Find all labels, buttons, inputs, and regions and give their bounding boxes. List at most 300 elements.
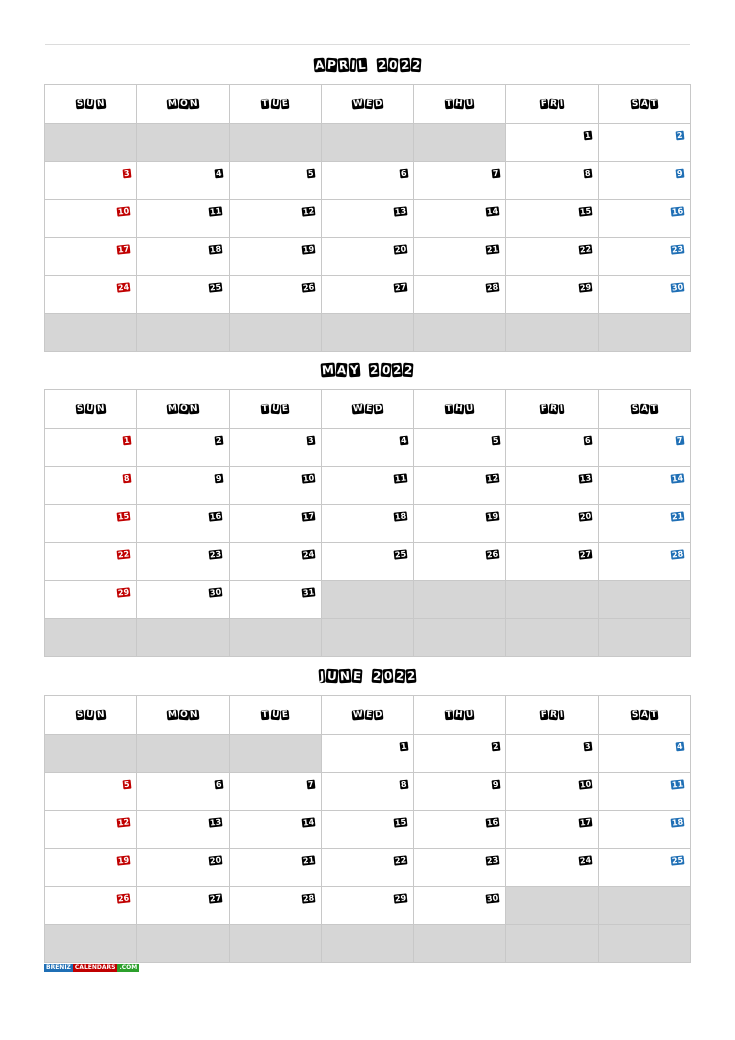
title-letter: 2 (369, 362, 380, 378)
title-letter: M (321, 362, 335, 378)
empty-day-cell (45, 619, 137, 657)
day-cell (137, 581, 229, 619)
weekday-header-sun (45, 85, 137, 124)
weekday-header-fri (506, 696, 598, 735)
day-cell (229, 887, 321, 925)
day-cell (229, 773, 321, 811)
weekday-letter: N (190, 709, 199, 721)
day-number: 11 (671, 779, 684, 790)
day-number: 29 (117, 587, 130, 598)
weekday-header-row (45, 85, 691, 124)
day-number: 17 (117, 244, 130, 255)
weekday-letter: I (559, 709, 564, 721)
day-number: 6 (400, 168, 407, 179)
empty-day-cell (137, 735, 229, 773)
weekday-letter: W (352, 403, 364, 415)
day-number: 13 (579, 473, 592, 484)
day-number: 12 (486, 473, 499, 484)
day-number: 15 (394, 817, 407, 828)
day-number: 27 (579, 549, 592, 560)
weekday-label (137, 404, 228, 414)
week-row (45, 505, 691, 543)
weekday-label (414, 99, 505, 109)
weekday-letter: T (445, 403, 453, 415)
weekday-letter: F (540, 98, 548, 110)
footer-logo-part: .COM (119, 964, 138, 971)
day-number: 26 (117, 893, 130, 904)
day-cell (598, 467, 690, 505)
day-number: 21 (671, 511, 684, 522)
empty-day-cell (598, 887, 690, 925)
weekday-header-tue (229, 696, 321, 735)
empty-day-cell (598, 619, 690, 657)
day-number: 12 (302, 206, 315, 217)
weekday-letter: M (167, 403, 178, 415)
weekday-letter: O (179, 98, 188, 110)
day-number: 26 (486, 549, 499, 560)
day-cell (414, 467, 506, 505)
week-row (45, 849, 691, 887)
day-cell (229, 467, 321, 505)
weekday-letter: E (281, 403, 289, 415)
day-cell (506, 735, 598, 773)
day-number: 10 (117, 206, 130, 217)
day-number: 7 (492, 168, 499, 179)
day-number: 18 (394, 511, 407, 522)
week-row (45, 887, 691, 925)
day-cell (321, 543, 413, 581)
day-number: 3 (307, 435, 315, 446)
empty-day-cell (137, 925, 229, 963)
empty-day-cell (229, 925, 321, 963)
empty-day-cell (414, 124, 506, 162)
weekday-letter: T (261, 98, 269, 110)
week-row (45, 124, 691, 162)
day-cell (137, 200, 229, 238)
day-number: 14 (486, 206, 499, 217)
day-number: 22 (394, 855, 407, 866)
weekday-letter: S (76, 709, 84, 721)
day-cell (506, 543, 598, 581)
weekday-letter: R (549, 98, 558, 110)
day-cell (506, 429, 598, 467)
day-number: 12 (117, 817, 130, 828)
empty-day-cell (414, 314, 506, 352)
day-cell (137, 467, 229, 505)
day-cell (229, 200, 321, 238)
day-cell (229, 276, 321, 314)
day-cell (45, 543, 137, 581)
calendar-grid (44, 84, 691, 352)
day-cell (506, 124, 598, 162)
day-cell (598, 162, 690, 200)
day-cell (506, 238, 598, 276)
empty-day-cell (506, 581, 598, 619)
day-cell (321, 429, 413, 467)
day-number: 24 (117, 282, 130, 293)
empty-day-cell (321, 314, 413, 352)
day-cell (45, 429, 137, 467)
day-number: 23 (486, 855, 499, 866)
weekday-header-tue (229, 85, 321, 124)
weekday-label (599, 99, 690, 109)
title-letter: Y (349, 362, 359, 378)
calendar-grid (44, 389, 691, 657)
day-cell (414, 200, 506, 238)
day-number: 14 (302, 817, 315, 828)
day-cell (598, 505, 690, 543)
day-cell (45, 773, 137, 811)
weekday-label (599, 710, 690, 720)
month-title-text (321, 363, 414, 377)
empty-day-cell (598, 314, 690, 352)
weekday-letter: M (167, 98, 178, 110)
day-number: 5 (123, 779, 130, 790)
day-cell (229, 505, 321, 543)
weekday-letter: S (631, 709, 639, 721)
weekday-letter: A (640, 709, 649, 721)
day-number: 1 (584, 130, 592, 141)
day-cell (137, 811, 229, 849)
day-number: 27 (209, 893, 223, 904)
day-number: 19 (117, 855, 130, 866)
weekday-header-wed (321, 696, 413, 735)
empty-day-cell (45, 925, 137, 963)
day-number: 8 (584, 168, 592, 179)
weekday-letter: E (281, 98, 289, 110)
weekday-letter: O (179, 403, 188, 415)
day-number: 1 (123, 435, 130, 446)
day-number: 2 (676, 130, 684, 141)
weekday-header-sat (598, 85, 690, 124)
day-cell (598, 238, 690, 276)
empty-day-cell (229, 314, 321, 352)
day-number: 13 (394, 206, 407, 217)
day-cell (598, 543, 690, 581)
day-number: 25 (671, 855, 684, 866)
weekday-letter: O (179, 709, 188, 721)
day-cell (506, 467, 598, 505)
day-cell (321, 505, 413, 543)
day-cell (321, 467, 413, 505)
day-number: 9 (215, 473, 223, 484)
day-number: 23 (671, 244, 684, 255)
weekday-header-fri (506, 85, 598, 124)
month-title-text (318, 669, 417, 683)
empty-day-cell (414, 619, 506, 657)
day-cell (414, 811, 506, 849)
top-rule (45, 44, 690, 45)
day-number: 16 (209, 511, 223, 522)
weekday-header-thu (414, 390, 506, 429)
day-cell (414, 735, 506, 773)
weekday-label (230, 710, 321, 720)
day-number: 22 (117, 549, 130, 560)
weekday-label (599, 404, 690, 414)
weekday-letter: S (76, 403, 84, 415)
title-letter (363, 669, 372, 684)
weekday-letter: N (96, 98, 105, 110)
title-letter: N (339, 668, 351, 684)
day-number: 29 (394, 893, 407, 904)
empty-day-cell (506, 887, 598, 925)
week-row (45, 200, 691, 238)
title-letter: I (350, 57, 356, 73)
weekday-header-wed (321, 85, 413, 124)
title-letter (360, 363, 369, 378)
week-row (45, 276, 691, 314)
day-cell (45, 162, 137, 200)
weekday-letter: F (540, 403, 548, 415)
day-number: 24 (579, 855, 592, 866)
day-number: 17 (302, 511, 315, 522)
empty-day-cell (137, 619, 229, 657)
day-number: 16 (671, 206, 684, 217)
day-number: 10 (302, 473, 315, 484)
day-cell (321, 811, 413, 849)
day-number: 29 (579, 282, 592, 293)
weekday-letter: T (445, 98, 453, 110)
week-row (45, 811, 691, 849)
weekday-letter: W (352, 98, 364, 110)
title-letter: E (352, 668, 362, 684)
weekday-letter: H (454, 98, 464, 110)
day-number: 20 (209, 855, 223, 866)
day-cell (45, 811, 137, 849)
month-title (44, 46, 691, 84)
weekday-letter: H (454, 403, 464, 415)
weekday-letter: W (352, 709, 364, 721)
day-cell (45, 849, 137, 887)
day-cell (229, 543, 321, 581)
weekday-label (414, 710, 505, 720)
day-number: 19 (486, 511, 499, 522)
month-title (44, 657, 691, 695)
empty-day-cell (414, 581, 506, 619)
weekday-letter: U (271, 98, 280, 110)
day-cell (321, 887, 413, 925)
empty-day-cell (137, 124, 229, 162)
weekday-letter: T (261, 403, 269, 415)
empty-day-cell (414, 925, 506, 963)
weekday-header-sun (45, 696, 137, 735)
weekday-label (506, 404, 597, 414)
weekday-letter: U (86, 403, 95, 415)
day-number: 11 (394, 473, 407, 484)
day-number: 22 (579, 244, 592, 255)
day-number: 3 (123, 168, 130, 179)
weekday-letter: N (96, 403, 105, 415)
weekday-label (322, 404, 413, 414)
day-cell (506, 162, 598, 200)
week-row (45, 735, 691, 773)
weekday-label (230, 99, 321, 109)
weekday-header-wed (321, 390, 413, 429)
day-number: 23 (209, 549, 223, 560)
day-number: 18 (209, 244, 223, 255)
weekday-label (322, 99, 413, 109)
weekday-letter: D (374, 403, 383, 415)
week-row (45, 773, 691, 811)
title-letter: 0 (388, 57, 399, 73)
day-number: 17 (579, 817, 592, 828)
day-number: 25 (394, 549, 407, 560)
empty-day-cell (45, 314, 137, 352)
calendar-grid (44, 695, 691, 963)
day-cell (137, 162, 229, 200)
weekday-letter: S (631, 403, 639, 415)
title-letter: 2 (400, 57, 410, 73)
day-number: 4 (215, 168, 223, 179)
day-cell (321, 162, 413, 200)
day-cell (229, 429, 321, 467)
week-row (45, 314, 691, 352)
day-number: 21 (302, 855, 315, 866)
weekday-letter: U (271, 403, 280, 415)
footer-logo-part: BRENIZ (46, 964, 71, 971)
day-cell (414, 276, 506, 314)
empty-day-cell (229, 619, 321, 657)
day-number: 14 (671, 473, 684, 484)
day-cell (598, 735, 690, 773)
empty-day-cell (506, 619, 598, 657)
weekday-label (137, 710, 228, 720)
title-letter: 2 (377, 57, 387, 73)
day-cell (321, 773, 413, 811)
day-number: 5 (307, 168, 315, 179)
day-cell (506, 811, 598, 849)
day-number: 4 (400, 435, 407, 446)
day-cell (506, 773, 598, 811)
weekday-letter: D (374, 709, 383, 721)
title-letter: L (357, 57, 367, 73)
title-letter: A (336, 362, 348, 378)
day-cell (414, 543, 506, 581)
day-cell (45, 238, 137, 276)
week-row (45, 467, 691, 505)
weekday-letter: H (454, 709, 464, 721)
day-cell (137, 887, 229, 925)
day-cell (598, 200, 690, 238)
month-june (44, 657, 691, 963)
day-number: 7 (307, 779, 315, 790)
title-letter: 0 (383, 668, 394, 684)
title-letter: 2 (372, 668, 382, 684)
empty-day-cell (506, 314, 598, 352)
empty-day-cell (229, 124, 321, 162)
day-cell (598, 849, 690, 887)
weekday-label (45, 404, 136, 414)
day-cell (506, 276, 598, 314)
day-cell (598, 811, 690, 849)
day-number: 18 (671, 817, 684, 828)
weekday-letter: E (365, 403, 373, 415)
weekday-letter: A (640, 403, 649, 415)
day-cell (506, 200, 598, 238)
empty-day-cell (321, 925, 413, 963)
title-letter: 2 (406, 668, 416, 684)
footer-logo[interactable] (44, 964, 139, 972)
empty-day-cell (598, 925, 690, 963)
week-row (45, 619, 691, 657)
day-number: 8 (123, 473, 130, 484)
weekday-letter: E (365, 709, 373, 721)
empty-day-cell (506, 925, 598, 963)
weekday-letter: T (445, 709, 453, 721)
day-cell (321, 200, 413, 238)
day-cell (506, 505, 598, 543)
day-number: 7 (676, 435, 684, 446)
month-april (44, 46, 691, 352)
month-may (44, 351, 691, 657)
week-row (45, 238, 691, 276)
weekday-header-row (45, 696, 691, 735)
weekday-letter: U (271, 709, 280, 721)
day-number: 4 (676, 741, 684, 752)
weekday-letter: N (190, 98, 199, 110)
title-letter: 2 (395, 668, 405, 684)
title-letter (368, 58, 377, 73)
empty-day-cell (45, 735, 137, 773)
weekday-letter: E (281, 709, 289, 721)
day-cell (137, 238, 229, 276)
weekday-label (45, 99, 136, 109)
weekday-label (414, 404, 505, 414)
day-number: 30 (486, 893, 499, 904)
day-cell (321, 276, 413, 314)
title-letter: 2 (403, 362, 414, 378)
day-cell (45, 505, 137, 543)
day-cell (321, 238, 413, 276)
day-number: 11 (209, 206, 223, 217)
weekday-header-sun (45, 390, 137, 429)
day-cell (321, 735, 413, 773)
weekday-letter: U (465, 98, 474, 110)
weekday-header-thu (414, 696, 506, 735)
weekday-letter: T (650, 98, 658, 110)
title-letter: 2 (411, 57, 421, 73)
day-number: 19 (302, 244, 315, 255)
weekday-letter: N (96, 709, 105, 721)
day-cell (45, 581, 137, 619)
week-row (45, 162, 691, 200)
day-cell (45, 276, 137, 314)
weekday-letter: N (190, 403, 199, 415)
weekday-header-fri (506, 390, 598, 429)
title-letter: 0 (381, 362, 391, 378)
day-cell (414, 849, 506, 887)
day-cell (137, 543, 229, 581)
weekday-letter: D (374, 98, 383, 110)
day-number: 26 (302, 282, 315, 293)
day-cell (229, 162, 321, 200)
day-number: 6 (215, 779, 223, 790)
weekday-label (230, 404, 321, 414)
day-cell (598, 124, 690, 162)
weekday-header-row (45, 390, 691, 429)
day-number: 30 (671, 282, 684, 293)
day-number: 15 (117, 511, 130, 522)
day-cell (321, 849, 413, 887)
day-number: 21 (486, 244, 499, 255)
weekday-letter: T (650, 403, 658, 415)
title-letter: A (314, 57, 325, 73)
weekday-letter: F (540, 709, 548, 721)
day-number: 6 (584, 435, 592, 446)
title-letter: R (338, 57, 349, 73)
weekday-header-tue (229, 390, 321, 429)
day-cell (229, 849, 321, 887)
